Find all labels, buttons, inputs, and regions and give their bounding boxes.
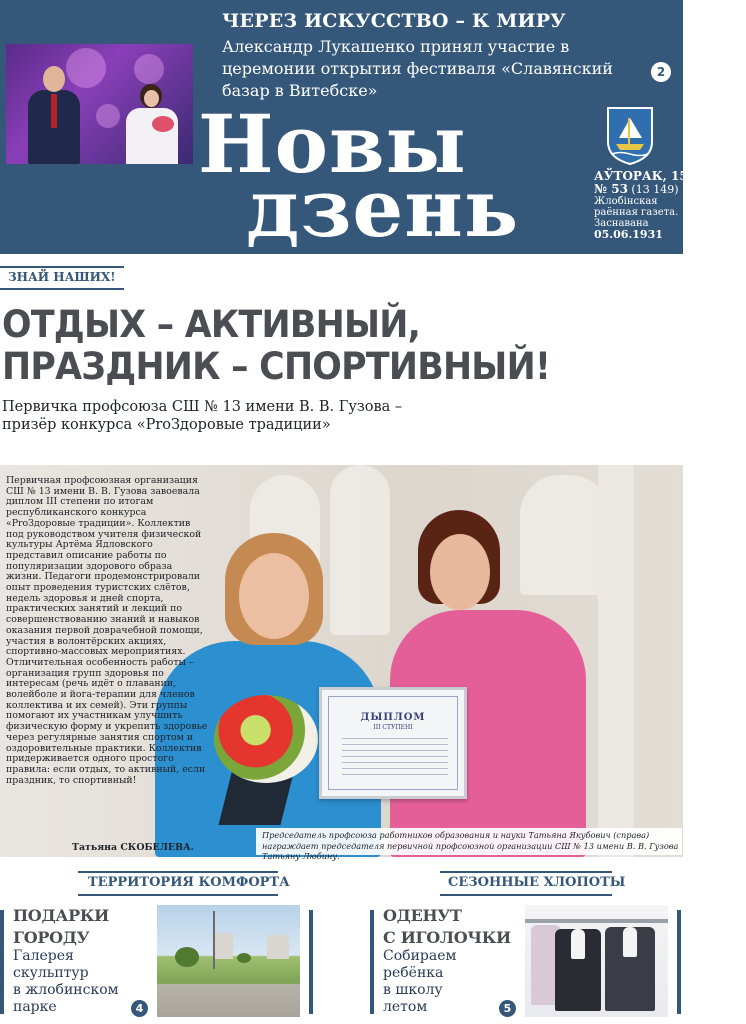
teaser2-rubric: СЕЗОННЫЕ ХЛОПОТЫ [448,875,626,890]
issue-number-line [594,183,680,196]
teaser1-left-bar [0,910,4,1014]
article-rubric: ЗНАЙ НАШИХ! [8,270,116,284]
teaser2-rubric-bottom-line [440,894,612,896]
teaser2-headline[interactable]: ОДЕНУТ С ИГОЛОЧКИ [383,906,511,947]
diploma-title: ДЫПЛОМ [360,712,426,723]
photo-figure-woman-right [390,510,590,857]
article-author: Татьяна СКОБЕЛЕВА. [72,842,194,853]
masthead [0,0,746,255]
newspaper-logo-line1: Новы [198,97,467,191]
teaser2-subtitle[interactable]: Собираем ребёнка в школу летом [383,948,457,1015]
diploma-subtitle: III СТУПЕНІ [373,724,413,731]
article-body: Первичная профсоюзная организация СШ № 13 имени В. В. Гузова завоевала диплом III степени по итогам республиканского конкурса «ProЗдоровые традиции». Коллектив под руководством учителя физической культуры Артёма Ядловского представил описание работы по популяризации здорового образа жизни. Педагоги продемонстрировали опыт проведения туристских слётов, недель здоровья и дней спорта, практических занятий и лекций по совершенствованию знаний и навыков оказания первой доврачебной помощи, участия в волонтёрских акциях, спортивно-массовых мероприятиях. Отличительная особенность работы – организация групп здоровья по интересам (речь идёт о плавании, волейболе и йога-терапии для членов коллектива и их семей). Эти группы помогают их участникам улучшить физическую форму и укрепить здоровье через регулярные занятия спортом и оздоровительные практики. Коллектив придерживается одного простого правила: если отдых, то активный, если праздник, то спортивный! [6,475,208,786]
headline-line1: ОТДЫХ – АКТИВНЫЙ, [2,303,421,346]
promo-page-number[interactable]: 2 [651,62,671,82]
teaser1-rubric-top-line [78,871,278,873]
teaser2-left-bar [370,910,374,1014]
article-lead: Первичка профсоюза СШ № 13 имени В. В. Гузова – призёр конкурса «ProЗдоровые традиции» [2,399,403,433]
teaser2-rubric-top-line [440,871,612,873]
teaser2-page-number[interactable]: 5 [499,1000,516,1017]
article-headline[interactable] [2,304,641,388]
teaser1-page-number[interactable]: 4 [131,1000,148,1017]
photo-figure-girl [124,84,180,164]
newspaper-type: Жлобінская раённая газета. [594,196,679,218]
coat-of-arms-icon [606,106,654,166]
rubric-bottom-line [0,288,124,290]
photo-figure-man [24,66,82,164]
issue-info [594,169,746,241]
promo-headline[interactable]: ЧЕРЕЗ ИСКУССТВО – К МИРУ [222,10,566,32]
photo-caption: Председатель профсоюза работников образования и науки Татьяна Якубович (справа) награждает председателя первичной профсоюзной организации СШ № 13 имени В. В. Гузова Татьяну Любину. [262,830,679,861]
headline-line2: ПРАЗДНИК – СПОРТИВНЫЙ! [2,345,551,388]
issue-date: АЎТОРАК, 15.07.2025 [594,169,746,183]
issue-number: № 53 [594,182,628,196]
teaser1-rubric-bottom-line [78,894,278,896]
rubric-top-line [0,266,124,268]
founded-date: 05.06.1931 [594,228,663,241]
teaser1-rubric: ТЕРРИТОРИЯ КОМФОРТА [88,875,290,890]
diploma [319,687,467,799]
teaser2-photo[interactable] [525,905,668,1017]
founded-label: Заснавана [594,218,649,229]
newspaper-logo-line2: дзень [246,161,520,255]
teaser1-photo[interactable] [157,905,300,1017]
promo-photo[interactable] [6,44,193,164]
teaser1-headline[interactable]: ПОДАРКИ ГОРОДУ [13,906,109,947]
bouquet [214,695,318,783]
issue-total: (13 149) [631,183,679,196]
promo-subheadline[interactable]: Александр Лукашенко принял участие в церемонии открытия фестиваля «Славянский базар в Витебске» [222,37,613,100]
teaser1-subtitle[interactable]: Галерея скульптур в жлобинском парке [13,948,119,1015]
teaser1-right-bar [309,910,313,1014]
teaser2-right-bar [677,910,681,1014]
